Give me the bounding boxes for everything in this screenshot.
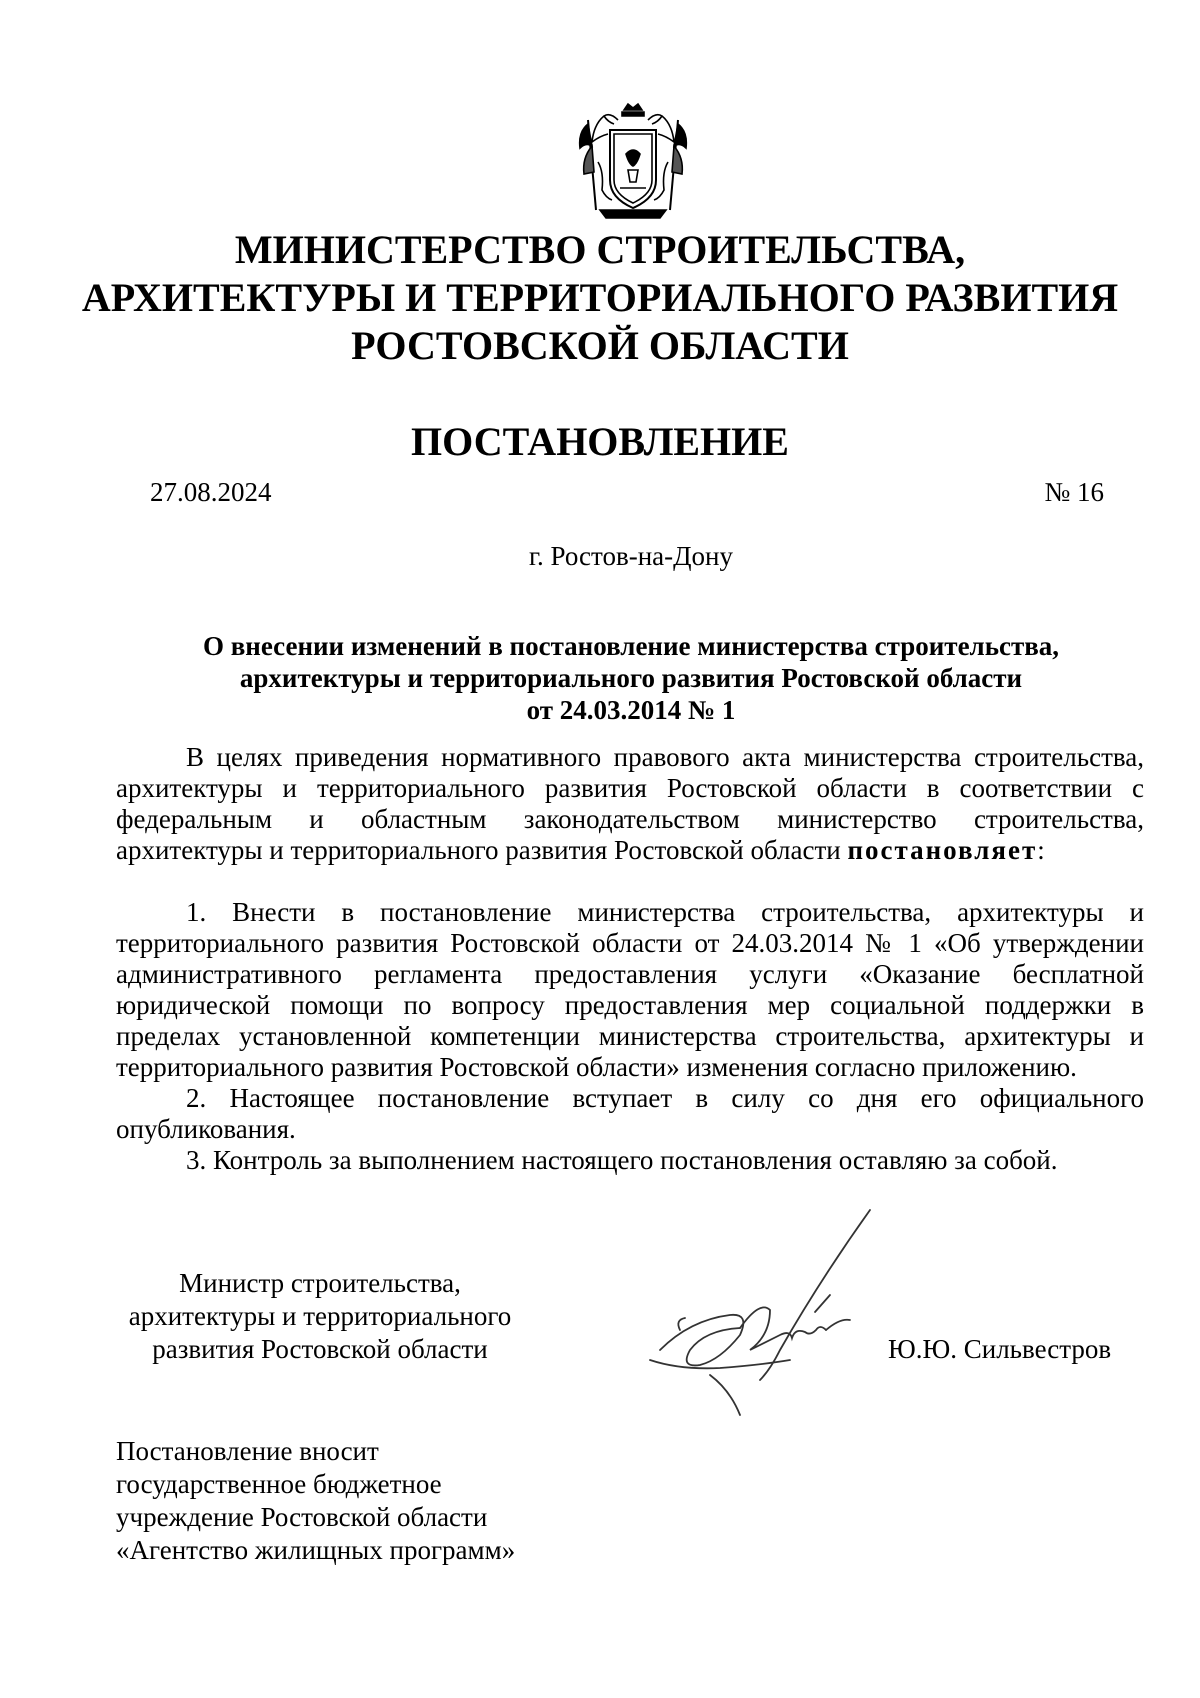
body-intro-emphasis: постановляет — [847, 835, 1038, 865]
footer-line-2: государственное бюджетное — [116, 1469, 442, 1499]
signer-title — [110, 1267, 530, 1366]
document-subject — [0, 630, 1200, 726]
document-body — [116, 742, 1144, 1176]
footer-line-3: учреждение Ростовской области — [116, 1502, 488, 1532]
document-type: ПОСТАНОВЛЕНИЕ — [411, 419, 789, 464]
body-item-3: 3. Контроль за выполнением настоящего постановления оставляю за собой. — [186, 1145, 1058, 1175]
paragraph-gap — [116, 866, 1144, 897]
subject-line-3: от 24.03.2014 № 1 — [526, 695, 736, 725]
body-item-2: 2. Настоящее постановление вступает в силу со дня его официального опубликования. — [116, 1083, 1144, 1144]
body-intro — [116, 742, 1144, 866]
body-intro-text: В целях приведения нормативного правового акта министерства строительства, архитектуры и территориального развития Ростовской области в соответствии с федеральным и областным законодательством министерство строительства, архитектуры и территориального развития Ростовской области — [116, 742, 1144, 865]
footer-line-1: Постановление вносит — [116, 1436, 379, 1466]
document-number: № 16 — [1044, 477, 1104, 507]
handwritten-signature — [620, 1200, 880, 1420]
body-intro-end: : — [1037, 835, 1045, 865]
subject-line-1: О внесении изменений в постановление министерства строительства, — [202, 631, 1060, 661]
signer-title-line-1: Министр строительства, — [179, 1268, 461, 1298]
footer-note — [116, 1435, 596, 1567]
signer-name: Ю.Ю. Сильвестров — [888, 1334, 1112, 1364]
signer-title-line-3: развития Ростовской области — [152, 1334, 488, 1364]
organization-line-1: МИНИСТЕРСТВО СТРОИТЕЛЬСТВА, — [234, 227, 966, 272]
footer-line-4: «Агентство жилищных программ» — [116, 1535, 516, 1565]
organization-line-2: АРХИТЕКТУРЫ И ТЕРРИТОРИАЛЬНОГО РАЗВИТИЯ — [81, 275, 1119, 320]
subject-line-2: архитектуры и территориального развития Ростовской области — [239, 663, 1023, 693]
organization-header — [0, 226, 1200, 370]
coat-of-arms-icon — [574, 102, 692, 222]
signer-title-line-2: архитектуры и территориального — [128, 1301, 512, 1331]
document-city: г. Ростов-на-Дону — [528, 541, 733, 571]
document-date: 27.08.2024 — [150, 477, 272, 507]
organization-line-3: РОСТОВСКОЙ ОБЛАСТИ — [351, 323, 849, 368]
body-item-1: 1. Внести в постановление министерства строительства, архитектуры и территориального развития Ростовской области от 24.03.2014 № 1 «Об утверждении административного регламента предоставления услуги «Оказание бесплатной юридической помощи по вопросу предоставления мер социальной поддержки в пределах установленной компетенции министерства строительства, архитектуры и территориального развития Ростовской области» изменения согласно приложению. — [116, 897, 1144, 1082]
